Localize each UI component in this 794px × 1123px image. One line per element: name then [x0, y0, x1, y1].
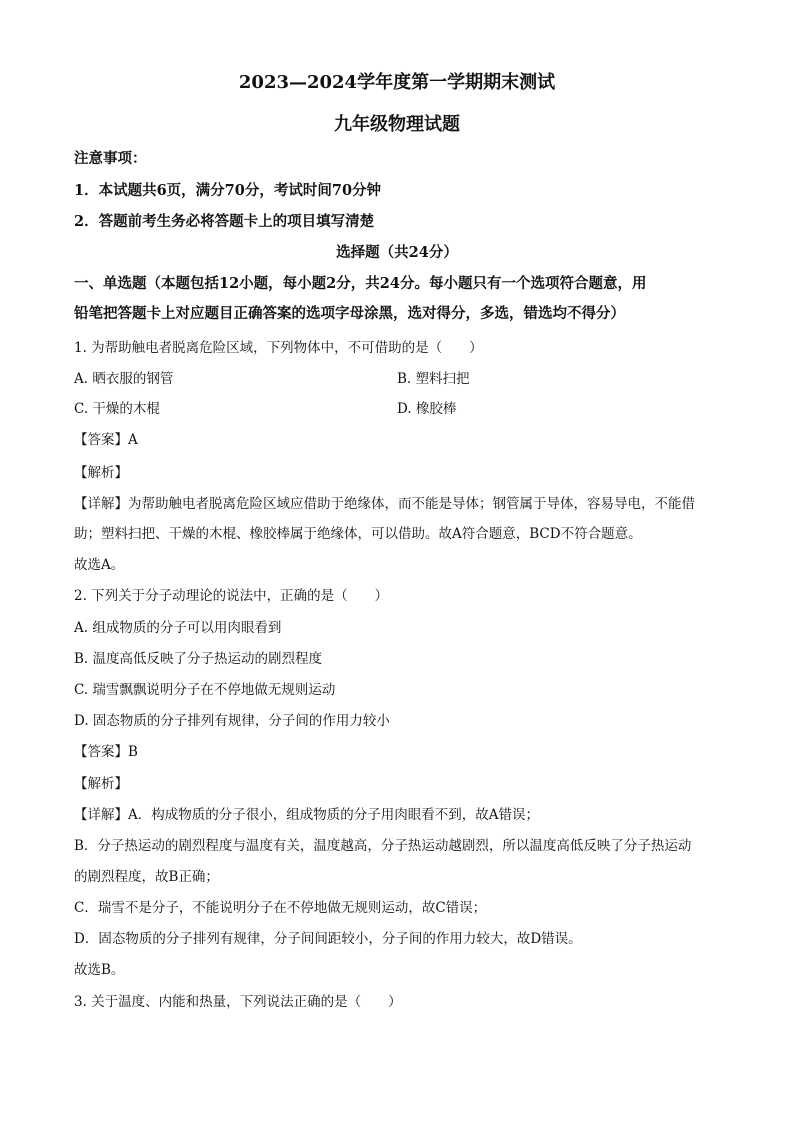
exam-title: 2023—2024学年度第一学期期末测试	[238, 72, 556, 93]
q1-option-b: B. 塑料扫把	[397, 371, 470, 387]
q2-detail-line-1: 【详解】A．构成物质的分子很小，组成物质的分子用肉眼看不到，故A错误；	[74, 807, 539, 823]
q1-detail-line-1: 【详解】为帮助触电者脱离危险区域应借助于绝缘体，而不能是导体；钢管属于导体，容易导电，不能借	[74, 496, 695, 512]
q2-option-d: D. 固态物质的分子排列有规律，分子间的作用力较小	[74, 713, 390, 729]
exam-subtitle: 九年级物理试题	[334, 114, 460, 135]
q2-detail-line-5: D．固态物质的分子排列有规律，分子间间距较小，分子间的作用力较大，故D错误。	[74, 931, 582, 947]
q1-option-d: D. 橡胶棒	[397, 401, 457, 417]
q2-conclusion: 故选B。	[74, 962, 125, 978]
section-instruction-line-1: 一、单选题（本题包括12小题，每小题2分，共24分。每小题只有一个选项符合题意，用	[74, 275, 647, 292]
note-item-2: 2．答题前考生务必将答题卡上的项目填写清楚	[74, 213, 375, 230]
q2-detail-line-3: 的剧烈程度，故B正确；	[74, 869, 219, 885]
section-instruction-line-2: 铅笔把答题卡上对应题目正确答案的选项字母涂黑，选对得分，多选，错选均不得分）	[74, 305, 625, 322]
q2-option-c: C. 瑞雪飘飘说明分子在不停地做无规则运动	[74, 682, 336, 698]
q2-option-b: B. 温度高低反映了分子热运动的剧烈程度	[74, 651, 323, 667]
section-title: 选择题（共24分）	[336, 244, 458, 261]
notes-heading: 注意事项：	[74, 150, 147, 167]
q1-conclusion: 故选A。	[74, 557, 125, 573]
q1-detail-line-2: 助；塑料扫把、干燥的木棍、橡胶棒属于绝缘体，可以借助。故A符合题意，BCD不符合题意。	[74, 526, 642, 542]
note-item-1: 1．本试题共6页，满分70分，考试时间70分钟	[74, 182, 382, 199]
q1-answer: 【答案】A	[74, 432, 138, 448]
q1-option-a: A. 晒衣服的钢管	[74, 371, 174, 387]
q2-option-a: A. 组成物质的分子可以用肉眼看到	[74, 620, 282, 636]
q1-option-c: C. 干燥的木棍	[74, 401, 160, 417]
q2-detail-line-4: C．瑞雪不是分子，不能说明分子在不停地做无规则运动，故C错误；	[74, 900, 487, 916]
q3-stem: 3. 关于温度、内能和热量，下列说法正确的是（ ）	[74, 994, 402, 1010]
q2-detail-line-2: B．分子热运动的剧烈程度与温度有关，温度越高，分子热运动越剧烈，所以温度高低反映了分子热运动	[74, 838, 692, 854]
q2-answer: 【答案】B	[74, 744, 138, 760]
q2-stem: 2. 下列关于分子动理论的说法中，正确的是（ ）	[74, 588, 389, 604]
q1-stem: 1. 为帮助触电者脱离危险区域，下列物体中，不可借助的是（ ）	[74, 340, 483, 356]
q1-analysis-label: 【解析】	[74, 465, 128, 481]
q2-analysis-label: 【解析】	[74, 776, 128, 792]
